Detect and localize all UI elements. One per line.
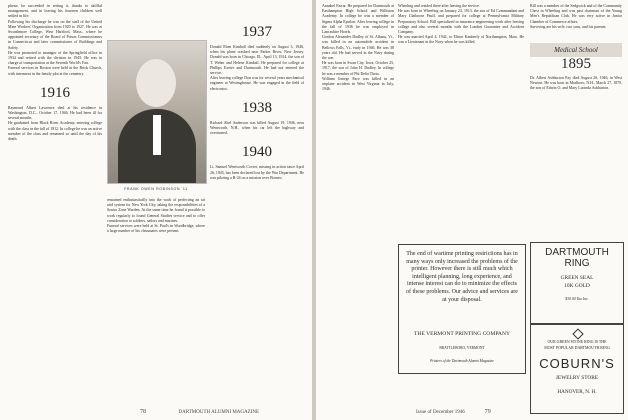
obituary-text: He was born in Swan City, Iowa, October 25, 1917, the son of John H. Dudley. In college he was a member of Phi Delta Theta. (322, 61, 394, 76)
photo-caption: FRANK OWEN ROBINSON '11 (124, 187, 188, 191)
coburn-ad-name: COBURN'S (539, 356, 615, 371)
obituary-text: Surviving are his wife, two sons, and his parents. (530, 24, 607, 29)
medical-school-header: Medical School (530, 43, 622, 57)
class-year-heading: 1938 (242, 99, 272, 116)
obituary-text: After leaving college Don was for several years mechanical engineer at Westinghouse. He was engaged in the field of electronics. (210, 76, 304, 91)
coburn-ad-line-2: MOST POPULAR DARTMOUTH RING (544, 346, 610, 350)
coburn-ad-city: HANOVER, N. H. (557, 389, 597, 395)
coburn-jewelry-ad (530, 324, 624, 414)
left-column-1 (8, 4, 102, 142)
obituary-text: remained enthusiastically into the work of perfecting an air raid system for New York City, taking the responsibilities of a Senior Zone Warden. At the same time he found it possible to work regularly to found General Studies service and to offer consideration to soldiers, sailors and marines. (107, 198, 205, 223)
ring-ad-title-2: RING (564, 258, 590, 269)
left-column-2 (107, 198, 205, 234)
right-column-1 (322, 4, 394, 92)
issue-date: Issue of December 1946 (416, 410, 465, 415)
class-year-heading: 1895 (561, 56, 591, 72)
ring-ad-detail-2: 10K GOLD (564, 283, 590, 289)
obituary-text: Funeral services were held at St. Paul's in Woodbridge, where a large number of his classmates were present. (107, 224, 205, 234)
medical-school-text (530, 76, 622, 92)
left-column-3 (210, 4, 304, 181)
obituary-text: Lt. Samuel Wentworth Covert, missing in action since April 26, 1945, has been declared lost by the War Department. He was piloting a B-24 on a mission over Borneo. (210, 165, 304, 180)
obituary-text: He was promoted to manager of the Springfield office in 1934 and retired with the division in 1945. He was in charge of transportation at the Seventh World's Fair. (8, 50, 102, 66)
class-year-heading: 1937 (242, 24, 272, 40)
obituary-text: He graduated from Black River Academy, entering college with the class in the fall of 1912. In college he was an active member of the class and remained so until the day of his death. (8, 121, 102, 142)
obituary-text: He was married April 4, 1942, to Elinor Kimberly of Northampton, Mass. He was a Lieutenant in the Navy when he was killed. (398, 35, 524, 45)
obituary-text: Dr. Albert Ashburton Fay died August 26, 1946, in West Newton. He was born in Marlboro, N.H., March 27, 1870, the son of Edwin O. and Mary Lucinda Ashburton. (530, 76, 622, 91)
obituary-text: Annabel Farrar. He prepared for Dartmouth at Easthampton High School and Williston Academy. In college he was a member of Sigma Alpha Epsilon. After leaving college in the fall of 1936 he was employed in Lancashire Hotels. (322, 4, 394, 35)
page-number: 79 (484, 409, 491, 415)
ring-ad-title-1: DARTMOUTH (545, 247, 609, 258)
right-page-footer (416, 409, 491, 416)
left-page-footer (140, 409, 259, 416)
obituary-text: William George Pace was killed in an airplane accident in West Virginia in July, 1946. (322, 76, 394, 92)
coburn-ad-line-1: OUR GREEN STONE RING IS THE (547, 340, 607, 344)
obituary-text: Bill was a member of the Sedgwick and of the Community Chest in Wheeling and was past chairman of the Young Men's Republican Club. He was very active in Junior Chamber of Commerce affairs. (530, 4, 622, 24)
vermont-printing-ad (398, 244, 526, 374)
obituary-text: Richard Abel Anderson was killed August 19, 1946, near Wentworth, N.H., when his car left the highway and overturned. (210, 120, 304, 136)
class-year-heading: 1916 (40, 84, 70, 101)
right-page (316, 0, 628, 420)
obituary-text: He was born in Wheeling on January 23, 1913, the son of Ed Commandant and Mary Claiborne Paull, and prepared for college at Pennsylvania Military Preparatory School. Bill specialized in insurance engineering work after leaving college and also several months with the London Guarantee and Accident Company. (398, 9, 524, 35)
obituary-text: Following his discharge he was on the staff of the United Mine Workers' Organization from 1920 to 1927. He was at Swarthmore College, West Hartford, Mass., where he appointed secretary of the Board of Prison Commissioners in Connecticut and later commissioner of Buildings and Safety. (8, 19, 102, 50)
ad-location: BRATTLEBORO, VERMONT (439, 346, 485, 350)
right-column-3 (530, 4, 622, 30)
ring-ad-price: $30.00 Tax Inc. (565, 297, 589, 301)
dartmouth-ring-ad (530, 242, 624, 324)
obituary-text: Donald Eben Kimball died suddenly on August 3, 1946, when his plane crashed near Parker River, New Jersey. Donald was born in Chicago, Ill., April 13, 1914, the son of T. Weber and Helene Kimball. He prepared for college at Phillips Exeter and Dartmouth. He had not entered the service. (210, 45, 304, 76)
class-year-heading: 1940 (242, 144, 272, 161)
left-page (0, 0, 312, 420)
obituary-text: Gordon Alexander Dudley of St. Albans, Vt., was killed in an automobile accident in Bellows Falls, Vt., early in 1946. He was 38 years old. He had served in the Navy during the war. (322, 35, 394, 61)
portrait-photo (107, 40, 207, 184)
diamond-icon (572, 328, 583, 339)
coburn-ad-subtitle: JEWELRY STORE (555, 375, 599, 381)
ad-body-text: The end of wartime printing restrictions has in many ways only increased the problems of the printer. However there is still much which intelligent planning, long experience, and intense interest can do to minimize the effects of these problems. Our advice and services are at your disposal. (406, 251, 518, 303)
page-number: 78 (140, 409, 146, 415)
obituary-text: Wheeling and resided there after leaving the service. (398, 4, 480, 8)
obituary-text: Funeral services in Boston were held at the Brick Church, with interment in the family plot at the cemetery. (8, 66, 102, 76)
right-column-2 (398, 4, 524, 46)
ad-company-name: THE VERMONT PRINTING COMPANY (413, 331, 511, 337)
ring-ad-detail-1: GREEN SEAL (560, 275, 594, 281)
obituary-text: phone, he succeeded in setting it, thanks to skillful management, and in leaving his fourteen children well settled in life. (8, 4, 102, 19)
magazine-title: DARTMOUTH ALUMNI MAGAZINE (178, 410, 260, 415)
obituary-text: Raymond Albert Lawrence died at his residence in Washington, D.C., October 17, 1946. He had been ill for several months. (8, 105, 102, 121)
ad-tagline: Printers of the Dartmouth Alumni Magazine (430, 359, 494, 363)
